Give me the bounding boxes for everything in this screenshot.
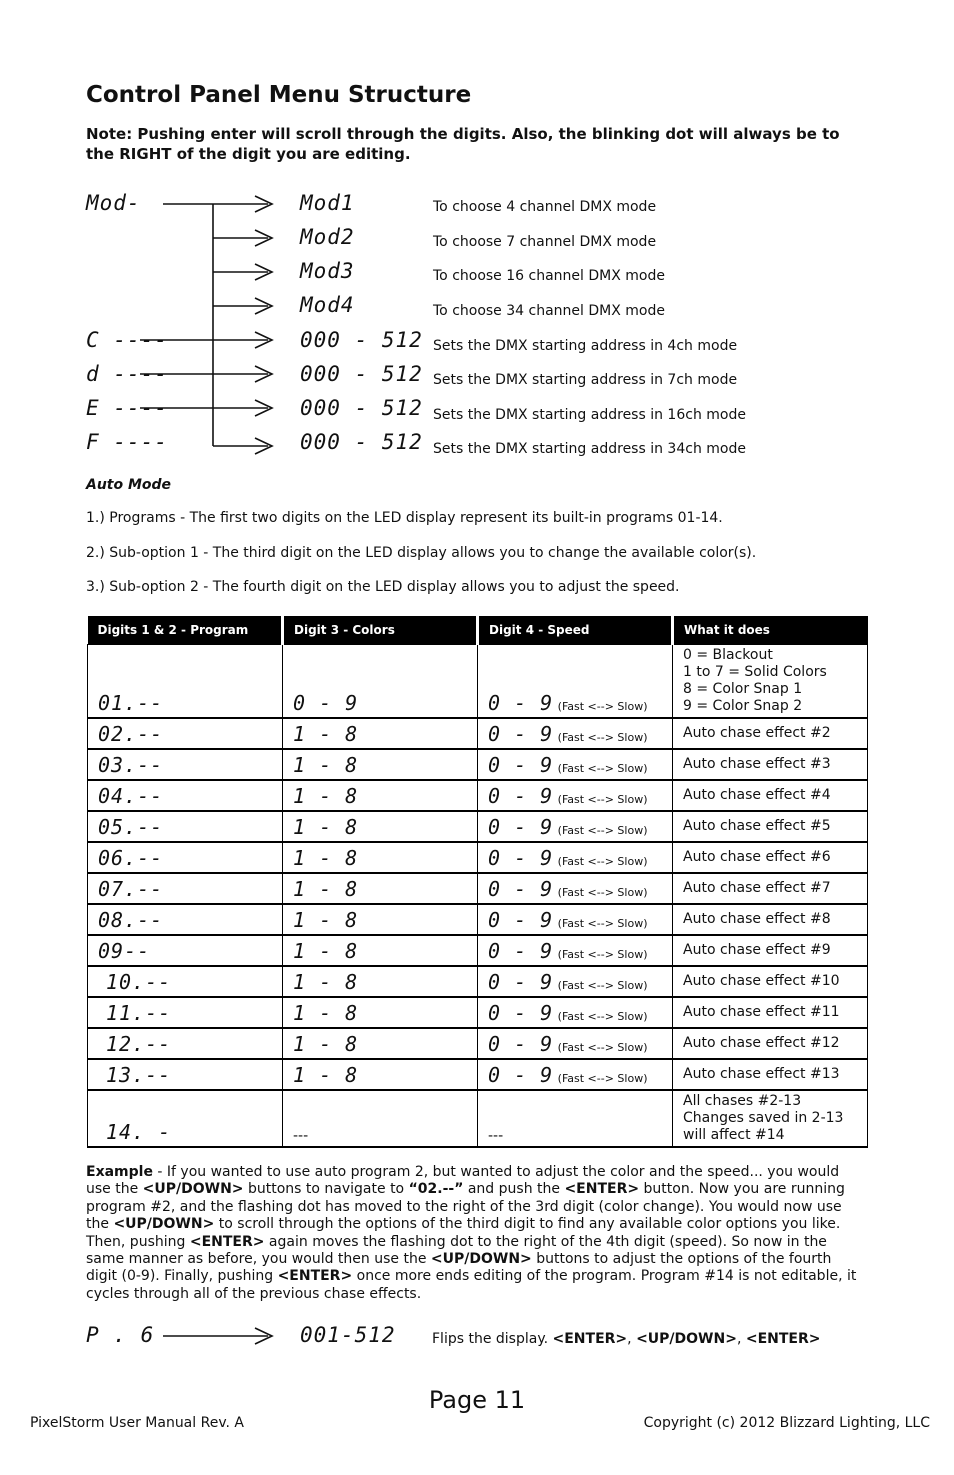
menu-target-mod1: Mod1 (300, 191, 355, 215)
table-row (88, 842, 868, 873)
cell-speed (478, 842, 673, 873)
example-text: once more ends editing of the program. Program #14 is not editable, it cycles through all of the previous chase effects. (86, 1268, 857, 1302)
speed-hint: (Fast <--> Slow) (557, 1041, 648, 1054)
cell-what: Auto chase effect #6 (673, 842, 868, 873)
speed-hint: (Fast <--> Slow) (557, 1072, 648, 1085)
cell-what: Auto chase effect #10 (673, 966, 868, 997)
table-row (88, 904, 868, 935)
footer-manual-title: PixelStorm User Manual Rev. A (30, 1415, 244, 1431)
cell-program (88, 780, 283, 811)
menu-desc-address-7ch: Sets the DMX starting address in 7ch mode (433, 372, 738, 388)
cell-colors (283, 811, 478, 842)
cell-speed (478, 873, 673, 904)
menu-desc-address-34ch: Sets the DMX starting address in 34ch mode (433, 441, 746, 457)
cell-colors (283, 645, 478, 719)
program-code: 03.-- (98, 753, 164, 777)
header-program: Digits 1 & 2 - Program (88, 616, 283, 645)
colors-range: --- (293, 1128, 309, 1144)
colors-range: 1 - 8 (293, 1032, 359, 1056)
flip-target: 001-512 (300, 1323, 396, 1347)
program-code: 13.-- (106, 1063, 172, 1087)
speed-hint: (Fast <--> Slow) (557, 1010, 648, 1023)
speed-hint: (Fast <--> Slow) (557, 886, 648, 899)
speed-hint: (Fast <--> Slow) (557, 948, 648, 961)
example-text: to scroll through the options of the third digit to find any available color options you like. Then, pushing (86, 1216, 841, 1250)
cell-what: Auto chase effect #12 (673, 1028, 868, 1059)
example-key: <ENTER> (189, 1233, 265, 1250)
speed-range: 0 - 9 (488, 970, 554, 994)
auto-mode-paragraph: 1.) Programs - The first two digits on the LED display represent its built-in programs 01-14. (86, 510, 723, 526)
cell-colors (283, 1090, 478, 1147)
menu-desc-address-4ch: Sets the DMX starting address in 4ch mode (433, 338, 738, 354)
colors-range: 1 - 8 (293, 908, 359, 932)
cell-program (88, 749, 283, 780)
speed-hint: (Fast <--> Slow) (557, 731, 648, 744)
table-row (88, 1090, 868, 1147)
speed-hint: (Fast <--> Slow) (557, 979, 648, 992)
menu-target-mod3: Mod3 (300, 259, 355, 283)
cell-colors (283, 1059, 478, 1090)
example-text: again moves the flashing dot to the right of the 4th digit (speed). So now in the same manner as before, you would then use the (86, 1233, 827, 1268)
speed-range: 0 - 9 (488, 1032, 554, 1056)
colors-range: 1 - 8 (293, 970, 359, 994)
what-line: will affect #14 (683, 1127, 785, 1143)
table-row (88, 1059, 868, 1090)
cell-speed (478, 1059, 673, 1090)
cell-speed (478, 935, 673, 966)
menu-source-f: F ---- (86, 430, 168, 454)
what-line: All chases #2-13 (683, 1093, 802, 1109)
colors-range: 1 - 8 (293, 846, 359, 870)
cell-what: Auto chase effect #8 (673, 904, 868, 935)
menu-target-address-7ch: 000 - 512 (300, 362, 423, 386)
speed-hint: (Fast <--> Slow) (557, 700, 648, 713)
colors-range: 1 - 8 (293, 877, 359, 901)
cell-program (88, 842, 283, 873)
cell-colors (283, 1028, 478, 1059)
cell-what: Auto chase effect #2 (673, 718, 868, 749)
cell-what: Auto chase effect #11 (673, 997, 868, 1028)
program-code: 02.-- (98, 722, 164, 746)
speed-range: --- (488, 1128, 504, 1144)
flip-key: <ENTER> (552, 1331, 628, 1347)
cell-program (88, 935, 283, 966)
cell-program (88, 1028, 283, 1059)
page-title: Control Panel Menu Structure (86, 82, 472, 108)
example-key: <ENTER> (564, 1181, 640, 1198)
page-number: Page 11 (428, 1386, 526, 1414)
cell-what: Auto chase effect #4 (673, 780, 868, 811)
example-text: buttons to navigate to (243, 1181, 409, 1198)
speed-range: 0 - 9 (488, 1063, 554, 1087)
editing-note: Note: Pushing enter will scroll through the digits. Also, the blinking dot will always be to the RIGHT of the digit you are editing. (86, 125, 840, 163)
program-code: 01.-- (98, 691, 164, 715)
program-table (87, 616, 868, 1148)
cell-speed (478, 645, 673, 719)
flip-separator: , (736, 1331, 746, 1347)
menu-target-mod4: Mod4 (300, 293, 355, 317)
menu-target-address-34ch: 000 - 512 (300, 430, 423, 454)
colors-range: 1 - 8 (293, 939, 359, 963)
speed-range: 0 - 9 (488, 784, 554, 808)
cell-program (88, 811, 283, 842)
what-line: 9 = Color Snap 2 (683, 698, 803, 714)
program-code: 05.-- (98, 815, 164, 839)
what-line: 1 to 7 = Solid Colors (683, 664, 827, 680)
flip-source: P . 6 (86, 1323, 155, 1347)
example-text: and push the (463, 1181, 565, 1198)
flip-separator: , (627, 1331, 637, 1347)
example-key: <UP/DOWN> (142, 1181, 244, 1198)
speed-range: 0 - 9 (488, 691, 554, 715)
program-code: 09-- (98, 939, 151, 963)
colors-range: 1 - 8 (293, 722, 359, 746)
cell-program (88, 645, 283, 719)
cell-colors (283, 780, 478, 811)
cell-colors (283, 718, 478, 749)
header-colors: Digit 3 - Colors (283, 616, 478, 645)
program-code: 06.-- (98, 846, 164, 870)
flip-key: <UP/DOWN> (636, 1331, 737, 1347)
menu-source-c: C ---- (86, 328, 168, 352)
auto-mode-paragraph: 2.) Sub-option 1 - The third digit on the LED display allows you to change the available color(s). (86, 545, 757, 561)
table-row (88, 966, 868, 997)
speed-range: 0 - 9 (488, 908, 554, 932)
example-text: button. Now you are running program #2, and the flashing dot has moved to the right of the 3rd digit (color change). You would now use the (86, 1181, 845, 1233)
example-lead: Example (86, 1164, 153, 1180)
cell-program (88, 1059, 283, 1090)
menu-target-address-4ch: 000 - 512 (300, 328, 423, 352)
cell-colors (283, 997, 478, 1028)
program-code: 04.-- (98, 784, 164, 808)
menu-target-mod2: Mod2 (300, 225, 355, 249)
program-code: 07.-- (98, 877, 164, 901)
table-row (88, 873, 868, 904)
cell-colors (283, 749, 478, 780)
program-code: 12.-- (106, 1032, 172, 1056)
cell-colors (283, 966, 478, 997)
cell-colors (283, 873, 478, 904)
cell-what: Auto chase effect #5 (673, 811, 868, 842)
cell-speed (478, 718, 673, 749)
table-row (88, 935, 868, 966)
table-row (88, 749, 868, 780)
cell-program (88, 904, 283, 935)
example-text: buttons to adjust the options of the fourth digit (0-9). Finally, pushing (86, 1251, 832, 1285)
program-code: 14. - (106, 1120, 172, 1144)
cell-colors (283, 842, 478, 873)
cell-program (88, 997, 283, 1028)
speed-hint: (Fast <--> Slow) (557, 855, 648, 868)
what-line: 0 = Blackout (683, 647, 773, 663)
colors-range: 1 - 8 (293, 784, 359, 808)
flip-key: <ENTER> (745, 1331, 821, 1347)
colors-range: 1 - 8 (293, 753, 359, 777)
example-text: - If you wanted to use auto program 2, but wanted to adjust the color and the speed... you would use the (86, 1164, 840, 1198)
cell-what: Auto chase effect #3 (673, 749, 868, 780)
speed-range: 0 - 9 (488, 1001, 554, 1025)
flip-text: Flips the display. (432, 1331, 553, 1347)
menu-desc-mod1: To choose 4 channel DMX mode (433, 199, 657, 215)
auto-mode-heading: Auto Mode (86, 477, 172, 493)
header-speed: Digit 4 - Speed (478, 616, 673, 645)
speed-range: 0 - 9 (488, 722, 554, 746)
example-key: <ENTER> (277, 1268, 353, 1285)
menu-desc-mod3: To choose 16 channel DMX mode (433, 268, 665, 284)
cell-speed (478, 904, 673, 935)
menu-desc-address-16ch: Sets the DMX starting address in 16ch mode (433, 407, 746, 423)
speed-hint: (Fast <--> Slow) (557, 824, 648, 837)
cell-what (673, 645, 868, 719)
cell-speed (478, 997, 673, 1028)
program-code: 10.-- (106, 970, 172, 994)
cell-speed (478, 1090, 673, 1147)
auto-mode-paragraph: 3.) Sub-option 2 - The fourth digit on the LED display allows you to adjust the speed. (86, 579, 680, 595)
menu-source-mode: Mod- (86, 191, 141, 215)
cell-colors (283, 935, 478, 966)
colors-range: 1 - 8 (293, 1001, 359, 1025)
speed-range: 0 - 9 (488, 815, 554, 839)
cell-what: Auto chase effect #9 (673, 935, 868, 966)
cell-speed (478, 780, 673, 811)
table-row (88, 645, 868, 719)
menu-source-e: E ---- (86, 396, 168, 420)
example-key: “02.--” (408, 1181, 464, 1198)
table-row (88, 811, 868, 842)
table-row (88, 780, 868, 811)
menu-desc-mod4: To choose 34 channel DMX mode (433, 303, 665, 319)
menu-source-d: d ---- (86, 362, 168, 386)
footer-copyright: Copyright (c) 2012 Blizzard Lighting, LLC (643, 1415, 930, 1431)
speed-range: 0 - 9 (488, 939, 554, 963)
example-key: <UP/DOWN> (113, 1216, 215, 1233)
example-key: <UP/DOWN> (430, 1251, 532, 1268)
menu-target-address-16ch: 000 - 512 (300, 396, 423, 420)
cell-program (88, 966, 283, 997)
cell-program (88, 873, 283, 904)
header-what: What it does (673, 616, 868, 645)
cell-speed (478, 811, 673, 842)
cell-what: Auto chase effect #13 (673, 1059, 868, 1090)
example-paragraph (86, 1164, 861, 1303)
cell-program (88, 1090, 283, 1147)
cell-program (88, 718, 283, 749)
cell-speed (478, 749, 673, 780)
speed-hint: (Fast <--> Slow) (557, 917, 648, 930)
cell-what (673, 1090, 868, 1147)
cell-colors (283, 904, 478, 935)
speed-range: 0 - 9 (488, 753, 554, 777)
cell-what: Auto chase effect #7 (673, 873, 868, 904)
table-row (88, 718, 868, 749)
speed-range: 0 - 9 (488, 846, 554, 870)
flip-description (432, 1331, 821, 1347)
speed-hint: (Fast <--> Slow) (557, 793, 648, 806)
speed-range: 0 - 9 (488, 877, 554, 901)
what-line: Changes saved in 2-13 (683, 1110, 844, 1126)
colors-range: 1 - 8 (293, 1063, 359, 1087)
table-row (88, 1028, 868, 1059)
table-row (88, 997, 868, 1028)
colors-range: 1 - 8 (293, 815, 359, 839)
cell-speed (478, 1028, 673, 1059)
colors-range: 0 - 9 (293, 691, 359, 715)
program-code: 11.-- (106, 1001, 172, 1025)
cell-speed (478, 966, 673, 997)
menu-desc-mod2: To choose 7 channel DMX mode (433, 234, 657, 250)
speed-hint: (Fast <--> Slow) (557, 762, 648, 775)
what-line: 8 = Color Snap 1 (683, 681, 803, 697)
program-code: 08.-- (98, 908, 164, 932)
table-header-row (88, 616, 868, 645)
